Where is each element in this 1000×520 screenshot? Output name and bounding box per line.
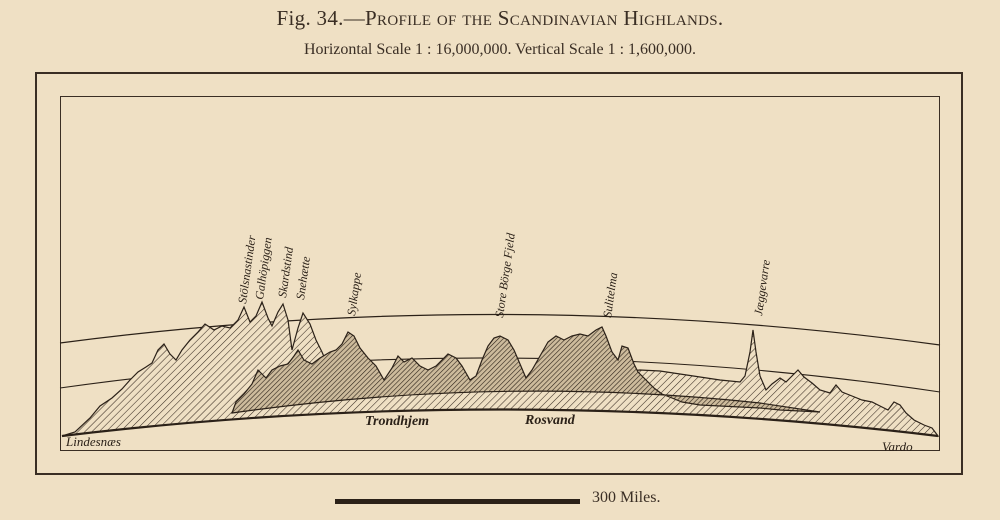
peak-label-sulitelma: Sulitelma bbox=[600, 271, 621, 319]
place-label-rosvand: Rosvand bbox=[525, 413, 575, 428]
peak-label-galhopiggen: Galhöpiggen bbox=[252, 236, 275, 301]
peak-label-skardstind: Skardstind bbox=[275, 246, 297, 299]
figure-title-text: rofile of the Scandinavian Highlands. bbox=[377, 6, 724, 30]
peak-label-sylkappe: Sylkappe bbox=[344, 271, 364, 317]
scale-bar-label: 300 Miles. bbox=[592, 489, 661, 506]
place-label-trondhjem: Trondhjem bbox=[365, 414, 430, 429]
peak-label-stolsnastinder: Stölsnastinder bbox=[235, 234, 259, 305]
scale-bar bbox=[335, 499, 580, 504]
figure-title: Fig. 34.—Profile of the Scandinavian Highlands. bbox=[276, 6, 724, 30]
place-label-lindesnaes: Lindesnæs bbox=[66, 434, 121, 449]
figure-scale-note: Horizontal Scale 1 : 16,000,000. Vertical Scale 1 : 1,600,000. bbox=[303, 41, 697, 58]
peak-label-jaeggevarre: Jæggevarre bbox=[751, 258, 773, 317]
figure-title-initial: P bbox=[365, 6, 378, 30]
peak-label-snehaette: Snehætte bbox=[293, 255, 314, 301]
place-label-vardo: Vardo bbox=[882, 439, 913, 454]
figure-number: Fig. 34. bbox=[276, 6, 344, 30]
peak-label-store-borge-fjeld: Store Börge Fjeld bbox=[492, 232, 518, 319]
